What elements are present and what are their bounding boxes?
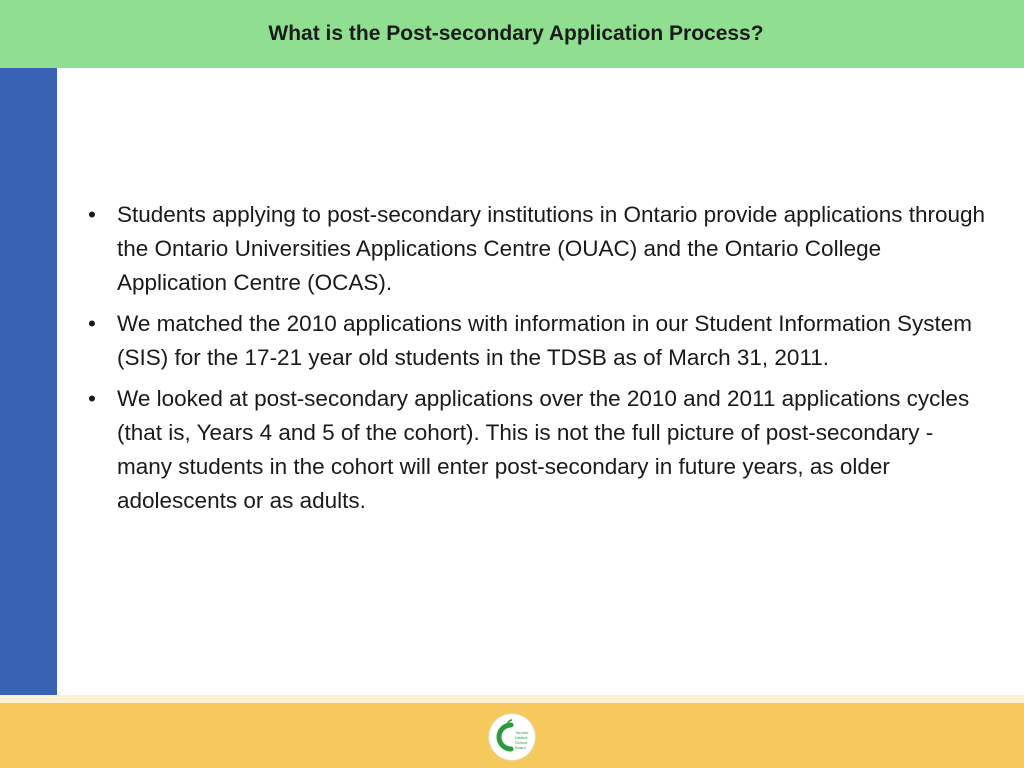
- logo-text-line: School: [515, 740, 528, 745]
- content-area: [88, 198, 988, 525]
- title-bar: [0, 0, 1024, 68]
- logo-text-line: Board: [515, 745, 526, 750]
- bullet-icon: •: [88, 202, 96, 227]
- tdsb-logo-icon: [489, 714, 535, 760]
- bullet-icon: •: [88, 311, 96, 336]
- logo-text-line: District: [515, 735, 528, 740]
- bullet-text: We looked at post-secondary applications over the 2010 and 2011 applications cycles (that is, Years 4 and 5 of the cohort). This is not the full picture of post-secondary - many students in the cohort will enter post-secondary in future years, as older adolescents or as adults.: [117, 386, 970, 513]
- bullet-icon: •: [88, 386, 96, 411]
- logo-c-shape: [499, 725, 511, 749]
- bullet-item: [88, 382, 988, 518]
- bullet-text: Students applying to post-secondary institutions in Ontario provide applications through the Ontario Universities Applications Centre (OUAC) and the Ontario College Application Centre (OCAS).: [117, 202, 986, 295]
- page-title: What is the Post-secondary Application Process?: [268, 22, 764, 45]
- bullet-item: [88, 198, 988, 300]
- bullet-list: [88, 198, 988, 518]
- logo-text-line: Toronto: [515, 730, 529, 735]
- side-accent-bar: [0, 68, 57, 695]
- footer-divider: [0, 695, 1024, 703]
- bullet-item: [88, 307, 988, 375]
- bullet-text: We matched the 2010 applications with information in our Student Information System (SIS) for the 17-21 year old students in the TDSB as of March 31, 2011.: [117, 311, 973, 370]
- logo-graphic: [489, 714, 535, 760]
